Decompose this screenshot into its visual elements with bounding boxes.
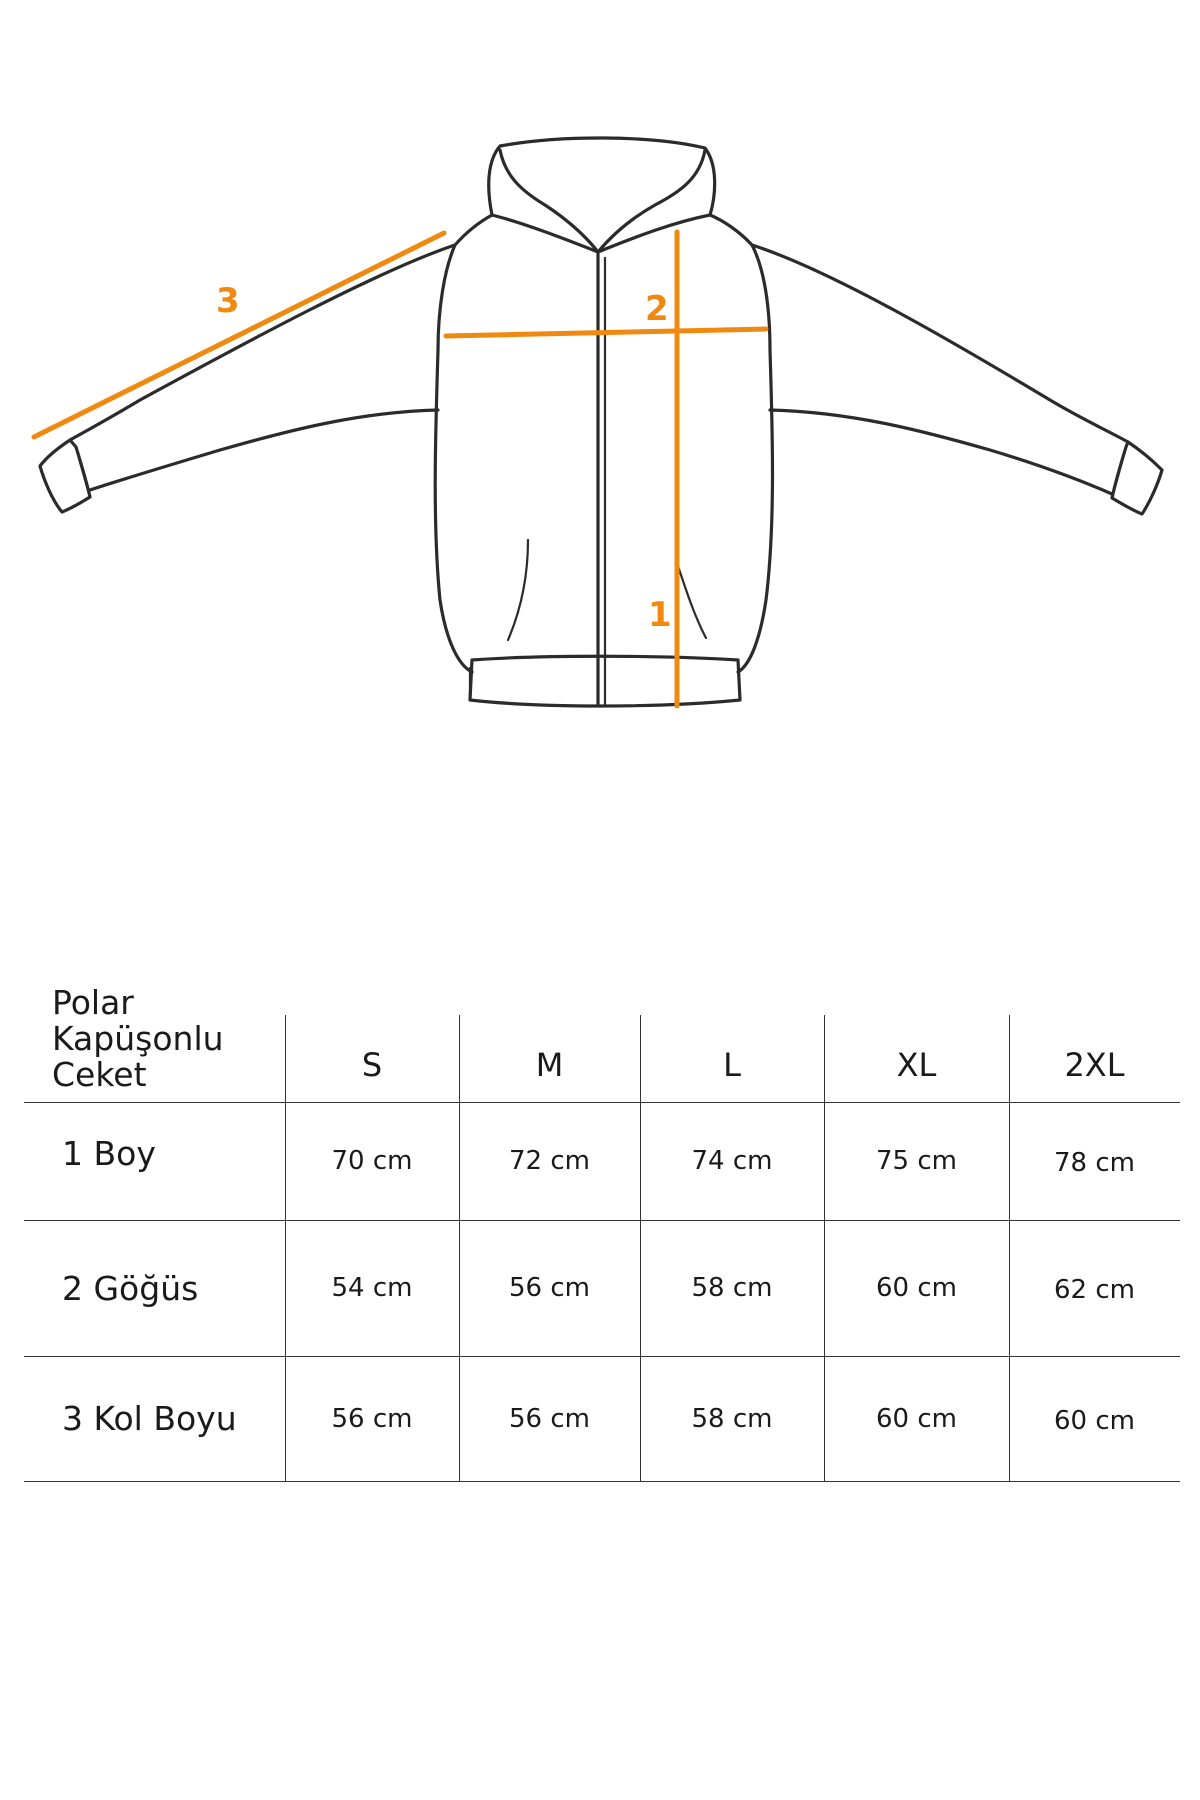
table-cell: 58 cm bbox=[691, 1273, 773, 1303]
table-cell: 60 cm bbox=[876, 1273, 957, 1303]
size-header-2xl: 2XL bbox=[1064, 1046, 1125, 1084]
table-divider bbox=[1009, 1015, 1010, 1481]
length-measure-label: 1 bbox=[648, 595, 672, 635]
left-cuff-outline bbox=[40, 440, 90, 512]
size-table bbox=[24, 985, 1180, 1485]
jacket-measurement-diagram bbox=[0, 0, 1200, 780]
size-header-l: L bbox=[723, 1046, 741, 1084]
table-cell: 75 cm bbox=[876, 1146, 957, 1176]
right-cuff-outline bbox=[1112, 442, 1162, 514]
size-header-xl: XL bbox=[896, 1046, 937, 1084]
hood-inner-outline bbox=[500, 150, 705, 252]
table-divider bbox=[459, 1015, 460, 1481]
table-divider bbox=[24, 1481, 1180, 1482]
sleeve-measure-line bbox=[34, 233, 444, 437]
row-label-sleeve: 3 Kol Boyu bbox=[62, 1399, 237, 1438]
left-pocket bbox=[508, 540, 528, 640]
body-outline bbox=[435, 215, 772, 672]
table-cell: 60 cm bbox=[876, 1403, 957, 1434]
table-cell: 58 cm bbox=[691, 1403, 773, 1434]
table-cell: 70 cm bbox=[331, 1146, 413, 1176]
hood-outline bbox=[489, 138, 715, 215]
row-label-chest: 2 Göğüs bbox=[62, 1268, 199, 1308]
table-cell: 72 cm bbox=[509, 1146, 590, 1176]
left-sleeve-outline bbox=[70, 245, 455, 490]
chest-measure-label: 2 bbox=[645, 289, 669, 329]
product-title bbox=[52, 985, 282, 1093]
sleeve-measure-label: 3 bbox=[216, 281, 240, 321]
product-title-line: Ceket bbox=[52, 1055, 147, 1094]
right-sleeve-outline bbox=[752, 245, 1128, 494]
table-cell: 54 cm bbox=[331, 1273, 413, 1303]
table-cell: 74 cm bbox=[691, 1146, 773, 1176]
table-cell: 78 cm bbox=[1054, 1148, 1135, 1178]
table-cell: 56 cm bbox=[509, 1403, 590, 1434]
table-divider bbox=[824, 1015, 825, 1481]
table-cell: 56 cm bbox=[509, 1273, 590, 1303]
size-header-m: M bbox=[535, 1046, 564, 1084]
table-divider bbox=[285, 1015, 286, 1481]
table-divider bbox=[640, 1015, 641, 1481]
table-cell: 60 cm bbox=[1054, 1405, 1135, 1436]
table-cell: 56 cm bbox=[331, 1403, 413, 1434]
table-cell: 62 cm bbox=[1054, 1275, 1135, 1305]
table-divider bbox=[24, 1102, 1180, 1103]
right-pocket bbox=[676, 560, 706, 638]
product-title-line: Kapüşonlu bbox=[52, 1019, 224, 1058]
table-divider bbox=[24, 1220, 1180, 1221]
table-divider bbox=[24, 1356, 1180, 1357]
size-header-s: S bbox=[361, 1046, 383, 1084]
chest-measure-line bbox=[446, 329, 766, 336]
row-label-length: 1 Boy bbox=[62, 1134, 156, 1173]
product-title-line: Polar bbox=[52, 983, 134, 1022]
